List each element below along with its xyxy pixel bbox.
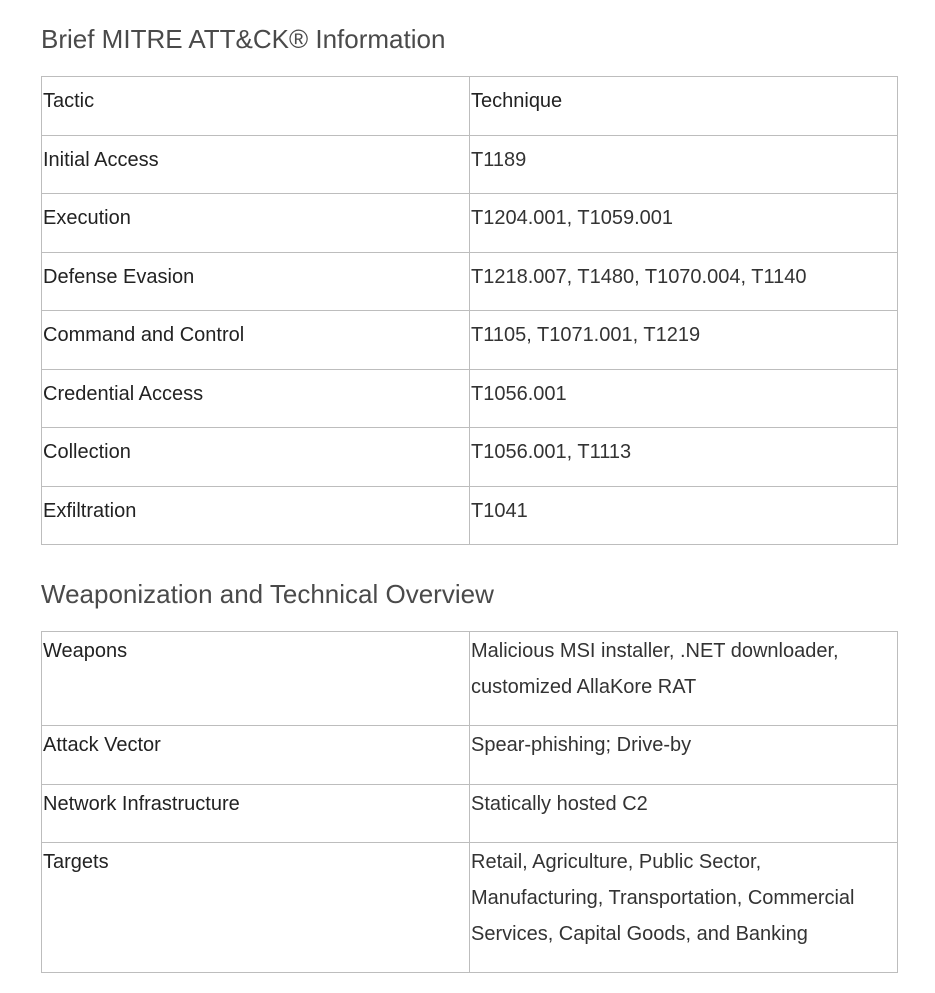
weaponization-table bbox=[41, 631, 898, 973]
mitre-attack-table bbox=[41, 76, 898, 545]
table-row bbox=[42, 194, 898, 253]
overview-value-cell: Spear-phishing; Drive-by bbox=[470, 726, 898, 785]
header-technique: Technique bbox=[470, 77, 898, 136]
overview-label-cell: Targets bbox=[42, 843, 470, 973]
technique-cell: T1056.001 bbox=[470, 369, 898, 428]
overview-value-cell: Malicious MSI installer, .NET downloader, customized AllaKore RAT bbox=[470, 632, 898, 726]
technique-cell: T1204.001, T1059.001 bbox=[470, 194, 898, 253]
overview-value-cell: Retail, Agriculture, Public Sector, Manufacturing, Transportation, Commercial Services, Capital Goods, and Banking bbox=[470, 843, 898, 973]
technique-cell: T1041 bbox=[470, 486, 898, 545]
table-row bbox=[42, 784, 898, 843]
overview-label-cell: Network Infrastructure bbox=[42, 784, 470, 843]
tactic-cell: Initial Access bbox=[42, 135, 470, 194]
weaponization-section-title: Weaponization and Technical Overview bbox=[41, 579, 494, 609]
table-row bbox=[42, 428, 898, 487]
table-row bbox=[42, 311, 898, 370]
tactic-cell: Defense Evasion bbox=[42, 252, 470, 311]
table-header-row bbox=[42, 77, 898, 136]
overview-label-cell: Weapons bbox=[42, 632, 470, 726]
tactic-cell: Execution bbox=[42, 194, 470, 253]
tactic-cell: Command and Control bbox=[42, 311, 470, 370]
overview-label-cell: Attack Vector bbox=[42, 726, 470, 785]
technique-cell: T1218.007, T1480, T1070.004, T1140 bbox=[470, 252, 898, 311]
tactic-cell: Exfiltration bbox=[42, 486, 470, 545]
technique-cell: T1189 bbox=[470, 135, 898, 194]
overview-value-cell: Statically hosted C2 bbox=[470, 784, 898, 843]
table-row bbox=[42, 726, 898, 785]
tactic-cell: Credential Access bbox=[42, 369, 470, 428]
table-row bbox=[42, 369, 898, 428]
table-row bbox=[42, 843, 898, 973]
table-row bbox=[42, 252, 898, 311]
mitre-section-title: Brief MITRE ATT&CK® Information bbox=[41, 24, 446, 54]
technique-cell: T1105, T1071.001, T1219 bbox=[470, 311, 898, 370]
tactic-cell: Collection bbox=[42, 428, 470, 487]
table-row bbox=[42, 135, 898, 194]
table-row bbox=[42, 486, 898, 545]
table-row bbox=[42, 632, 898, 726]
technique-cell: T1056.001, T1113 bbox=[470, 428, 898, 487]
header-tactic: Tactic bbox=[42, 77, 470, 136]
